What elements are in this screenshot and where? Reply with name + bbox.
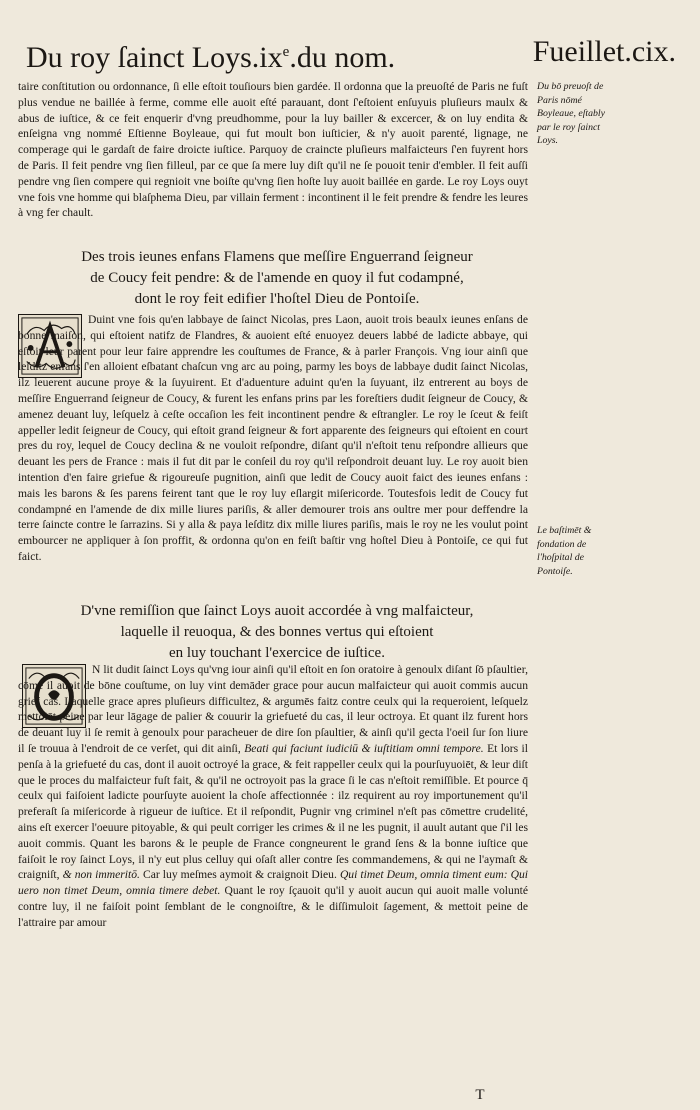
chapter-title-end: .du nom. xyxy=(289,41,396,74)
chapter-title xyxy=(26,28,395,82)
heading-2-line-2: laquelle il reuoqua, & des bonnes vertus qui eſtoient xyxy=(120,624,434,640)
latin-quote-non-immerito: & non immeritō. xyxy=(62,868,140,882)
heading-2-line-3: en luy touchant l'exercice de iuſtice. xyxy=(169,645,385,661)
section-2-text-d: Quant le roy ſçauoit qu'il y auoit aucun qui auoit malle volunté contre luy, il ne faiſoit point ſemblant de le congnoiſtre, & le diſſimuloit ſagement, & mettoit peine de l'attraire par amour xyxy=(18,884,528,929)
running-header xyxy=(26,28,676,76)
intro-paragraph: taire conſtitution ou ordonnance, ſi elle eſtoit touſiours bien gardée. Il ordonna que la preuoſté de Paris ne fuſt plus vendue ne baillée à ferme, comme elle auoit eſté parauant, dont ſ'eſtoient enſuyuis pluſieurs maulx & abus de iuſtice, & ce feit enquerir d'vng preudhomme, pour la luy bailler & excercer, & on luy endita & enſeigna vng nommé Eſtienne Boyleaue, qui fut moult bon iuſticier, & n'y auoit parenté, lignage, ne comperage qui le gardaſt de faire droicte iuſtice. Parquoy de craincte pluſieurs malfaicteurs ſ'en fuyrent hors de Paris. Il feit pendre vng ſien filleul, par ce que ſa mere luy diſt qu'il ne ſe pouoit tenir d'embler. Il feit auſſi pendre vng ſien compere qui regnioit vne boiſte qu'vng ſien hoſte luy auoit baillée en garde. Le roy Loys ouyt vne fois vne homme qui blaſphema Dieu, par villain ferment : incontinent il le feit prendre & fendre les leures à vng fer chault. xyxy=(18,80,528,220)
latin-quote-qui-timet: Qui timet Deum, omnia timent eum: Qui uero non timet Deum, omnia timere debet. xyxy=(18,868,529,898)
chapter-title-sup: e xyxy=(282,44,290,60)
latin-quote-beati: Beati qui faciunt iudiciū & iuſtitiam omni tempore. xyxy=(244,741,484,755)
chapter-title-main: Du roy ſainct Loys.ix xyxy=(26,41,283,74)
section-heading-1 xyxy=(52,247,502,310)
section-2-paragraph xyxy=(18,662,528,931)
heading-2-line-1: D'vne remiſſion que ſainct Loys auoit accordée à vng malfaicteur, xyxy=(80,603,474,619)
heading-1-line-2: de Coucy feit pendre: & de l'amende en quoy il fut codampné, xyxy=(90,270,464,286)
margin-note-pontoise: Le baſtimēt & fondation de l'hoſpital de Pontoiſe. xyxy=(537,525,592,577)
section-2-text-a: N lit dudit ſainct Loys qu'vng iour ainſi qu'il eſtoit en ſon oratoire à genoulx diſant ſō pſaultier, cōme il auoit de bōne couſtume, on luy vint demāder grace pour aucun malfaicteur qui auoit commis aucun grief cas. Laquelle grace apres pluſieurs difficultez, & argumēs faitz contre ceulx qui la requeroient, leſquelz mettoiēt peine par leur lāgage de palier & couurir la griefueté du cas, il leur octroya. Et quant ilz furent hors de deuant luy il ſe remit à genoulx pour paracheuer de dire ſon pſaultier, & ainſi qu'il gecta l'oeil ſur ſon liure il ſe trouua à l'endroit de ce verſet, qui dit ainſi, xyxy=(18,663,528,755)
signature-mark: T xyxy=(475,1087,485,1103)
folio-number: Fueillet.cix. xyxy=(532,35,676,68)
section-2-text-c: Car luy meſmes aymoit & craignoit Dieu. xyxy=(143,868,337,882)
section-1-paragraph: Duint vne fois qu'en labbaye de ſainct Nicolas, pres Laon, auoit trois beaulx ieunes enſans de bonne maiſon, qui eſtoient natifz de Flandres, & auoient eſté enuoyez deuers labbé de ladicte abbaye, qui eſtoit leur parent pour leur faire apprendre les couſtumes de France, & à parler François. Vng iour ainſi que leſditz enfans ſ'en alloient eſbatant chaſcun vng arc au poing, parmy les boys de labbaye dudit ſainct Nicolas, ilz leuerent aucune proye & la ſuyuirent. Et d'aduenture aduint qu'en la ſuyuant, ilz entrerent au boys de meſſire Enguerrand ſeigneur de Coucy, & furent les enfans prins par les foreſtiers dudit ſeigneur de Coucy, & amenez deuant luy, leſquelz à ceſte occaſion les feit incontinent pendre & eſtrangler. Le roy le ſceut & feiſt appeller ledit ſeigneur de Coucy, qui eſtoit grand ſeigneur & fort apparente des ſeigneurs qui eſtoient en court pres du roy, lequel de Coucy declina & ne vouloit reſpondre, diſant qu'il n'eſtoit tenu reſpondre allieurs que deuant les pers de France : mais il fut dit par le conſeil du roy qu'il reſpondroit deuant luy. Le roy auoit bien intention d'en faire griefue & rigoureuſe pugnition, ainſi que ledit de Coucy auoit faict des ieunes enfans : mais les barons & ſes parens feirent tant que le roy luy eſlargit miſericorde. Toutesfois ledit de Coucy fut condampné en l'amende de dix mille liures pariſis, & aller demourer trois ans oultre mer pour deffendre la terre ſaincte contre le ſarrazins. Si y alla & paya leſditz dix mille liures pariſis, mais le roy ne les voulut point embourcer ne appliquer à ſon proffit, & ordonna qu'on en feiſt baſtir vng hoſtel Dieu à Pontoiſe, ce qui fut faict. xyxy=(18,313,528,563)
heading-1-line-1: Des trois ieunes enfans Flamens que meſſire Enguerrand ſeigneur xyxy=(81,249,473,265)
section-2-text-b: Et lors il penſa à la griefueté du cas, dont il auoit octroyé la grace, & feit rappeller ceulx qui la pourſuyuoiēt, & leur diſt que le proces du malfaicteur fuſt fait, & qu'il ne octroyoit pas la grace ſi le cas n'eſtoit remiſſible. Et pource q̄ ceulx qui faiſoient ladicte pourſuyte auoient la choſe affectionnée : ilz requirent au roy importunement qu'il preferaſt ſa miſericorde à rigueur de iuſtice. Et il reſpondit, Pugnir vng criminel n'eſt pas cōmettre crudelité, ains eſt exercer l'oeuure pitoyable, & qui peult corriger les crimes & il ne les pugnit, il auult autant que ſ'il les auoit commis. Quant les barons & le peuple de France congneurent le grand ſens & la bonne iuſtice que faiſoit le roy ſainct Loys, il n'y eut plus celluy qui oſaſt aller contre ſes commandemens, & qui ne l'aymaſt & craigniſt, xyxy=(18,741,528,882)
heading-1-line-3: dont le roy feit edifier l'hoſtel Dieu de Pontoiſe. xyxy=(134,291,420,307)
section-heading-2 xyxy=(52,601,502,664)
margin-note-boyleaue: Du bō preuoſt de Paris nōmé Boyleaue, eſtably par le roy ſainct Loys. xyxy=(537,81,606,146)
